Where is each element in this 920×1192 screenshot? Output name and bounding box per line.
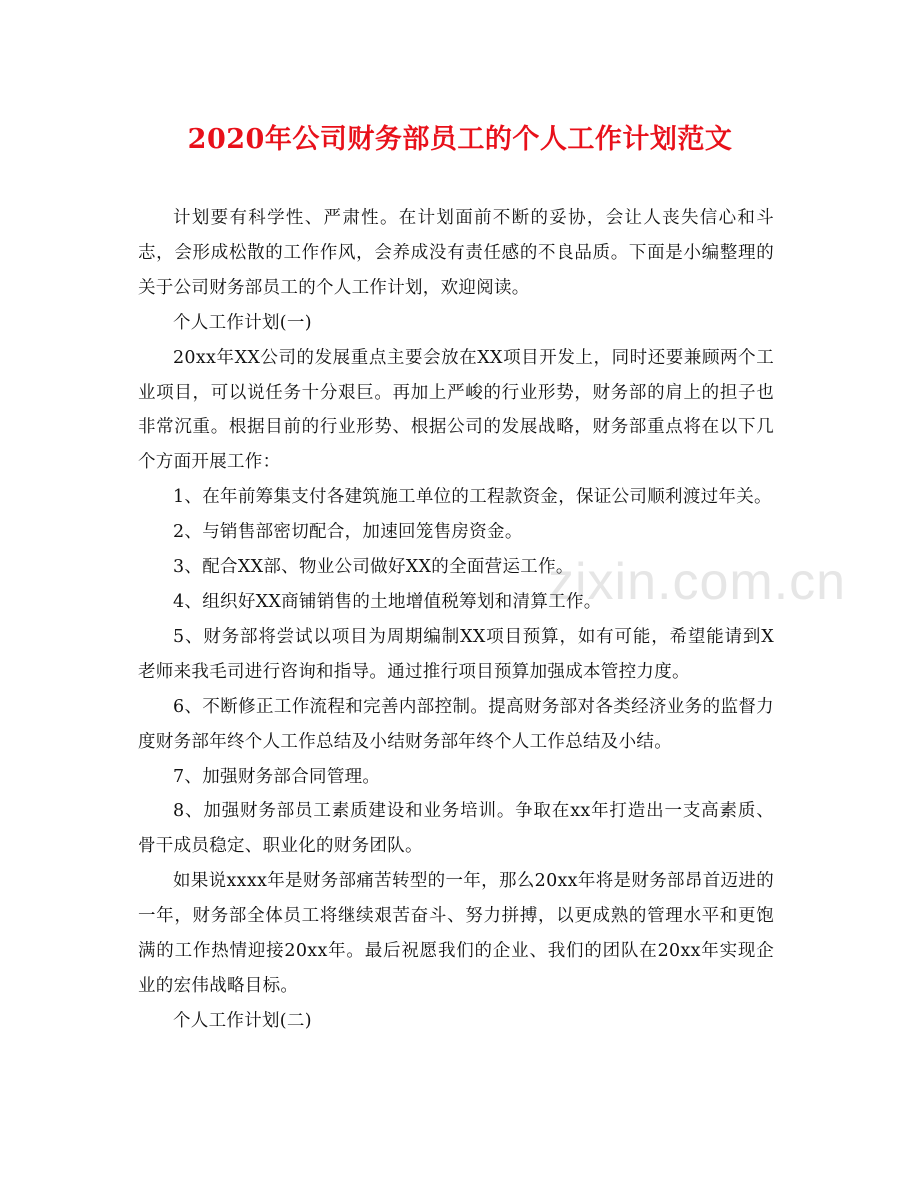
list-item-3: 3、配合XX部、物业公司做好XX的全面营运工作。 — [173, 557, 574, 578]
list-item-5: 5、财务部将尝试以项目为周期编制XX项目预算，如有可能，希望能请到X老师来我毛司进行咨询和指导。通过推行项目预算加强成本管控力度。 — [138, 626, 774, 682]
list-item-4: 4、组织好XX商铺销售的土地增值税筹划和清算工作。 — [173, 591, 602, 612]
document-body — [138, 201, 774, 1039]
section-heading-plan-2: 个人工作计划(二) — [173, 1010, 312, 1031]
paragraph-plan-1-overview: 20xx年XX公司的发展重点主要会放在XX项目开发上，同时还要兼顾两个工业项目，可以说任务十分艰巨。再加上严峻的行业形势，财务部的肩上的担子也非常沉重。根据目前的行业形势、根据公司的发展战略，财务部重点将在以下几个方面开展工作： — [138, 347, 774, 473]
section-heading-plan-1: 个人工作计划(一) — [173, 312, 312, 333]
list-item-2: 2、与销售部密切配合，加速回笼售房资金。 — [173, 522, 523, 543]
document-title: 2020年公司财务部员工的个人工作计划范文 — [187, 124, 733, 155]
list-item-7: 7、加强财务部合同管理。 — [173, 766, 381, 787]
list-item-6: 6、不断修正工作流程和完善内部控制。提高财务部对各类经济业务的监督力度财务部年终个人工作总结及小结财务部年终个人工作总结及小结。 — [138, 696, 774, 752]
watermark: zixin.com.cn — [548, 553, 847, 611]
paragraph-intro: 计划要有科学性、严肃性。在计划面前不断的妥协，会让人丧失信心和斗志，会形成松散的工作作风，会养成没有责任感的不良品质。下面是小编整理的关于公司财务部员工的个人工作计划，欢迎阅读。 — [138, 208, 774, 298]
paragraph-conclusion: 如果说xxxx年是财务部痛苦转型的一年，那么20xx年将是财务部昂首迈进的一年，财务部全体员工将继续艰苦奋斗、努力拼搏，以更成熟的管理水平和更饱满的工作热情迎接20xx年。最后祝愿我们的企业、我们的团队在20xx年实现企业的宏伟战略目标。 — [138, 871, 774, 996]
list-item-1: 1、在年前筹集支付各建筑施工单位的工程款资金，保证公司顺利渡过年关。 — [173, 487, 772, 508]
list-item-8: 8、加强财务部员工素质建设和业务培训。争取在xx年打造出一支高素质、骨干成员稳定、职业化的财务团队。 — [138, 801, 774, 857]
